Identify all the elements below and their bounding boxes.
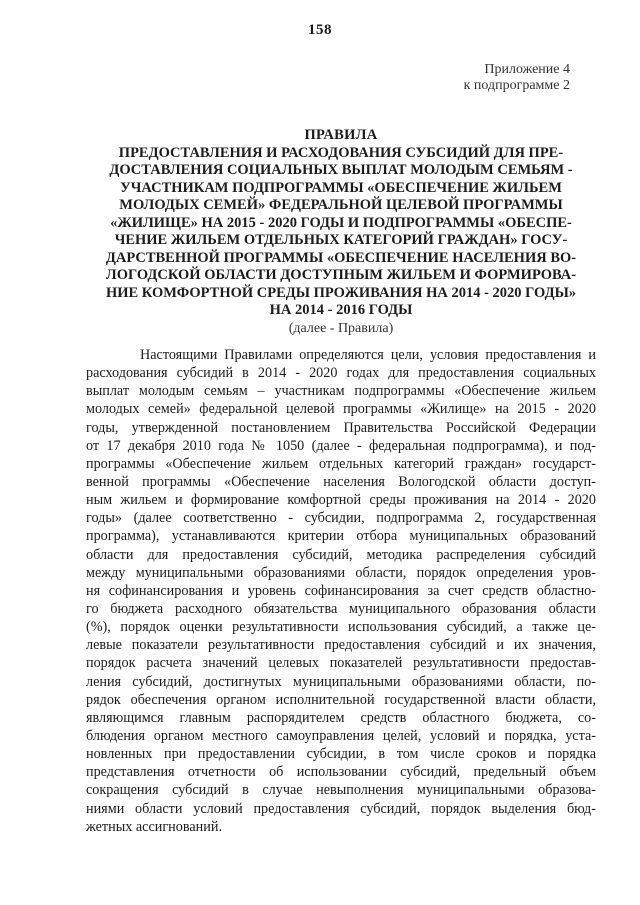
paragraph-line: ным жильем и формирование комфортной среды проживания на 2014 - 2020 <box>86 492 596 509</box>
title-line: УЧАСТНИКАМ ПОДПРОГРАММЫ «ОБЕСПЕЧЕНИЕ ЖИЛЬЕМ <box>120 179 562 196</box>
paragraph-line: ления субсидий, достигнутых муниципальными образованиями области, по- <box>86 673 596 690</box>
appendix-line: Приложение 4 <box>484 62 570 77</box>
page-number: 158 <box>308 22 332 38</box>
paragraph-line: сокращения субсидий в случае невыполнения муниципальными образова- <box>86 782 596 799</box>
paragraph-line: жетных ассигнований. <box>86 818 223 835</box>
paragraph-line: (%), порядок оценки результативности использования субсидий, а также це- <box>86 619 596 636</box>
title-lines <box>86 145 596 320</box>
title-line: МОЛОДЫХ СЕМЕЙ» ФЕДЕРАЛЬНОЙ ЦЕЛЕВОЙ ПРОГРАММЫ <box>119 197 563 213</box>
title-suffix: (далее - Правила) <box>288 320 394 336</box>
title-line: НА 2014 - 2016 ГОДЫ <box>269 302 413 318</box>
paragraph-line: новленных при предоставлении субсидии, в том числе сроков и порядка <box>86 746 596 763</box>
paragraph-line: го бюджета расходного обязательства муниципального образования области <box>86 600 596 617</box>
title-line: ПРЕДОСТАВЛЕНИЯ И РАСХОДОВАНИЯ СУБСИДИЙ ДЛЯ ПРЕ- <box>118 144 564 161</box>
title-line: «ЖИЛИЩЕ» НА 2015 - 2020 ГОДЫ И ПОДПРОГРАММЫ «ОБЕСПЕ- <box>110 214 572 231</box>
appendix-note <box>464 62 570 94</box>
paragraph-line: расходования субсидий в 2014 - 2020 годах для предоставления социальных <box>86 365 596 382</box>
paragraph-line: программа), устанавливаются критерии отбора муниципальных образований <box>86 528 596 545</box>
paragraph-line: от 17 декабря 2010 года № 1050 (далее - федеральная подпрограмма), и под- <box>86 437 596 454</box>
title-line: НИЕ КОМФОРТНОЙ СРЕДЫ ПРОЖИВАНИЯ НА 2014 - 2020 ГОДЫ» <box>105 284 577 301</box>
paragraph-line: ниями области условий предоставления субсидий, порядок выделения бюд- <box>86 800 596 817</box>
title-heading: ПРАВИЛА <box>304 127 378 143</box>
document-title <box>86 127 596 337</box>
paragraph-line: программы «Обеспечение жильем отдельных категорий граждан» государст- <box>86 455 596 472</box>
appendix-line: к подпрограмме 2 <box>463 78 570 93</box>
body-paragraph <box>86 346 596 836</box>
title-line: ДАРСТВЕННОЙ ПРОГРАММЫ «ОБЕСПЕЧЕНИЕ НАСЕЛЕНИЯ ВО- <box>105 249 577 266</box>
paragraph-line: Настоящими Правилами определяются цели, условия предоставления и <box>140 347 596 363</box>
paragraph-line: области для предоставления субсидий, методика распределения субсидий <box>86 546 596 563</box>
title-line: ДОСТАВЛЕНИЯ СОЦИАЛЬНЫХ ВЫПЛАТ МОЛОДЫМ СЕМЬЯМ - <box>109 162 573 178</box>
paragraph-line: представления отчетности об использовании субсидий, предельный объем <box>86 764 596 781</box>
paragraph-line: между муниципальными образованиями области, порядок определения уров- <box>86 564 596 581</box>
paragraph-line: являющимся главным распорядителем средств областного бюджета, со- <box>86 709 596 726</box>
paragraph-line: блюдения органом местного самоуправления целей, условий и порядка, уста- <box>86 727 596 744</box>
paragraph-line: выплат молодым семьям – участникам подпрограммы «Обеспечение жильем <box>86 383 596 400</box>
title-line: ЛОГОДСКОЙ ОБЛАСТИ ДОСТУПНЫМ ЖИЛЬЕМ И ФОРМИРОВА- <box>105 267 577 283</box>
title-line: ЧЕНИЕ ЖИЛЬЕМ ОТДЕЛЬНЫХ КАТЕГОРИЙ ГРАЖДАН» ГОСУ- <box>114 232 568 248</box>
paragraph-line: венной программы «Обеспечение населения Вологодской области доступ- <box>86 473 596 490</box>
paragraph-line: левые показатели результативности предоставления субсидий и их значения, <box>86 637 596 654</box>
paragraph-line: годы» (далее соответственно - субсидии, подпрограмма 2, государственная <box>86 510 596 527</box>
paragraph-line: ня софинансирования и уровень софинансирования за счет средств областно- <box>86 582 596 599</box>
paragraph-line: годы, утвержденной постановлением Правительства Российской Федерации <box>86 419 596 436</box>
paragraph-line: рядок обеспечения органом исполнительной государственной власти области, <box>86 691 596 708</box>
paragraph-line: порядок расчета значений целевых показателей результативности предостав- <box>86 655 596 672</box>
paragraph-line: молодых семей» федеральной целевой программы «Жилище» на 2015 - 2020 <box>86 401 596 418</box>
